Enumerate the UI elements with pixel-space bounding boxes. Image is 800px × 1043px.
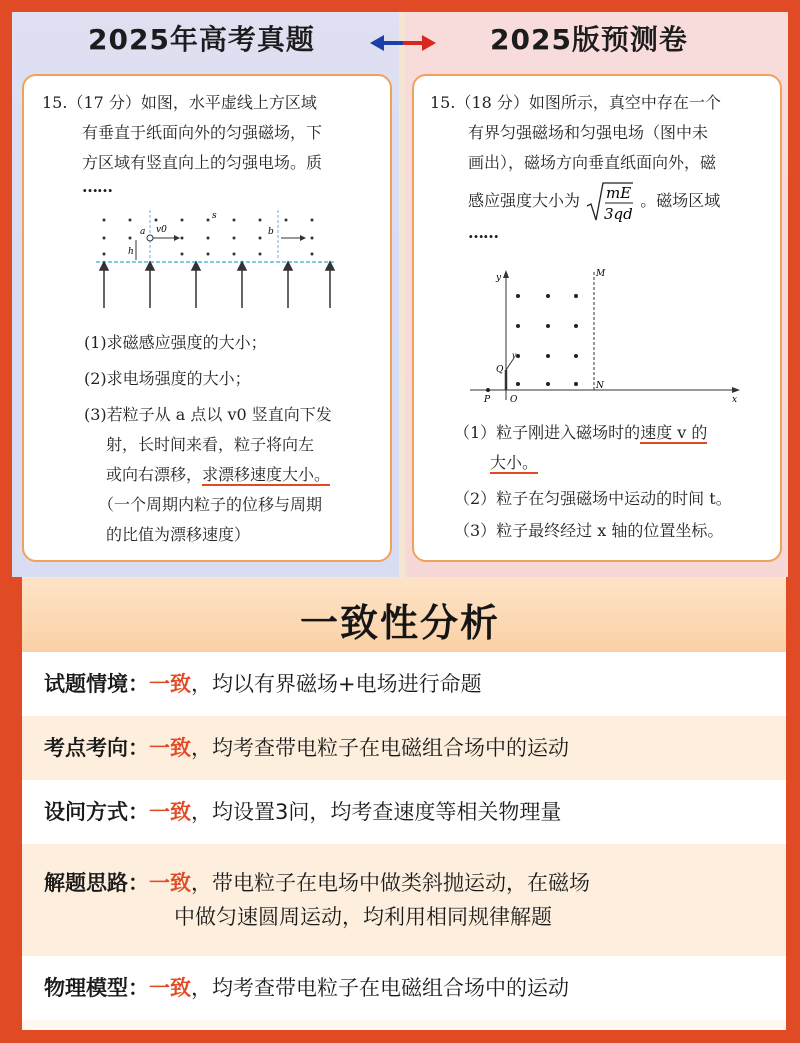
right-fig-label-N: N (596, 381, 604, 391)
row-text: ，均考查带电粒子在电磁组合场中的运动 (191, 736, 569, 760)
row-text: ，均设置3问，均考查速度等相关物理量 (191, 800, 562, 824)
row-highlight: 一致 (149, 672, 191, 696)
left-note-1: （一个周期内粒子的位移与周期 (98, 495, 323, 514)
analysis-row-scenario (22, 652, 786, 716)
double-arrow-icon (368, 28, 438, 58)
right-field-figure (466, 266, 742, 406)
right-line-3: 画出），磁场方向垂直纸面向外，磁 (468, 153, 717, 172)
analysis-row-exam-points (22, 716, 786, 780)
row-text: ，带电粒子在电场中做类斜抛运动，在磁场 (191, 871, 590, 895)
left-header-title: 2025年高考真题 (88, 23, 315, 56)
row-highlight: 一致 (149, 871, 191, 895)
row-key: 解题思路： (44, 871, 149, 895)
right-fig-label-x: x (732, 395, 738, 405)
left-sub-2: (2)求电场强度的大小； (84, 369, 251, 388)
row-text-continued: 中做匀速圆周运动，均利用相同规律解题 (174, 905, 552, 929)
right-fig-label-O: O (510, 395, 518, 405)
formula-denominator: 3qd (604, 205, 633, 223)
row-text: ，均考查带电粒子在电磁组合场中的运动 (191, 976, 569, 1000)
right-subquestions (454, 418, 732, 546)
right-fig-label-M: M (596, 269, 606, 279)
right-line-4: 感应强度大小为 (468, 191, 581, 210)
right-fig-label-Q: Q (496, 365, 504, 375)
left-fig-label-a: a (140, 227, 146, 237)
left-question-stem (42, 88, 322, 196)
right-question-card (412, 74, 782, 562)
row-key: 考点考向： (44, 736, 149, 760)
row-key: 物理模型： (44, 976, 149, 1000)
left-subquestions (84, 328, 332, 550)
right-sub-3: （3）粒子最终经过 x 轴的位置坐标。 (454, 521, 724, 540)
left-sub-3-cont: 射，长时间来看，粒子将向左 (106, 435, 315, 454)
left-line-3: 方区域有竖直向上的匀强电场。质 (82, 153, 323, 172)
formula-sqrt (585, 179, 635, 225)
right-sub-1-highlight-2: 大小。 (490, 453, 539, 472)
right-header-title: 2025版预测卷 (490, 23, 688, 56)
panel-divider (399, 12, 405, 577)
left-fig-label-v0: v0 (156, 225, 167, 235)
right-ellipsis: …… (468, 223, 498, 242)
left-note-2: 的比值为漂移速度） (106, 525, 251, 544)
right-fig-label-P: P (484, 395, 491, 405)
analysis-bottom-strip (22, 1020, 786, 1030)
left-line-2: 有垂直于纸面向外的匀强磁场，下 (82, 123, 323, 142)
formula-numerator: mE (606, 184, 632, 202)
right-question-stem (430, 88, 721, 242)
right-fig-label-v: v (512, 351, 517, 360)
right-line-4-end: 。磁场区域 (640, 191, 721, 210)
left-sub-3: (3)若粒子从 a 点以 v0 竖直向下发 (84, 405, 332, 424)
left-fig-label-s: s (212, 211, 217, 221)
right-line-1: 15.（18 分）如图所示，真空中存在一个 (430, 93, 721, 112)
right-sub-2: （2）粒子在匀强磁场中运动的时间 t。 (454, 489, 732, 508)
analysis-row-question-style (22, 780, 786, 844)
left-question-card (22, 74, 392, 562)
analysis-row-physical-model (22, 956, 786, 1020)
analysis-row-solving-approach (22, 844, 786, 956)
row-highlight: 一致 (149, 736, 191, 760)
row-highlight: 一致 (149, 800, 191, 824)
left-fig-label-b: b (268, 227, 274, 237)
left-sub-1: (1)求磁感应强度的大小； (84, 333, 267, 352)
right-sub-1-highlight: 速度 v 的 (640, 423, 708, 442)
left-sub-3-highlight: 求漂移速度大小。 (202, 465, 331, 484)
left-field-figure (90, 204, 340, 314)
right-sub-1: （1）粒子刚进入磁场时的 (454, 423, 641, 442)
row-key: 设问方式： (44, 800, 149, 824)
right-line-2: 有界匀强磁场和匀强电场（图中未 (468, 123, 709, 142)
row-highlight: 一致 (149, 976, 191, 1000)
row-key: 试题情境： (44, 672, 149, 696)
left-sub-3-cont2: 或向右漂移， (106, 465, 203, 484)
left-line-1: 15.（17 分）如图，水平虚线上方区域 (42, 93, 317, 112)
analysis-title: 一致性分析 (299, 601, 500, 645)
row-text: ，均以有界磁场+电场进行命题 (191, 672, 482, 696)
left-ellipsis: …… (82, 177, 112, 196)
left-fig-label-h: h (128, 247, 134, 257)
right-fig-label-y: y (496, 273, 502, 283)
